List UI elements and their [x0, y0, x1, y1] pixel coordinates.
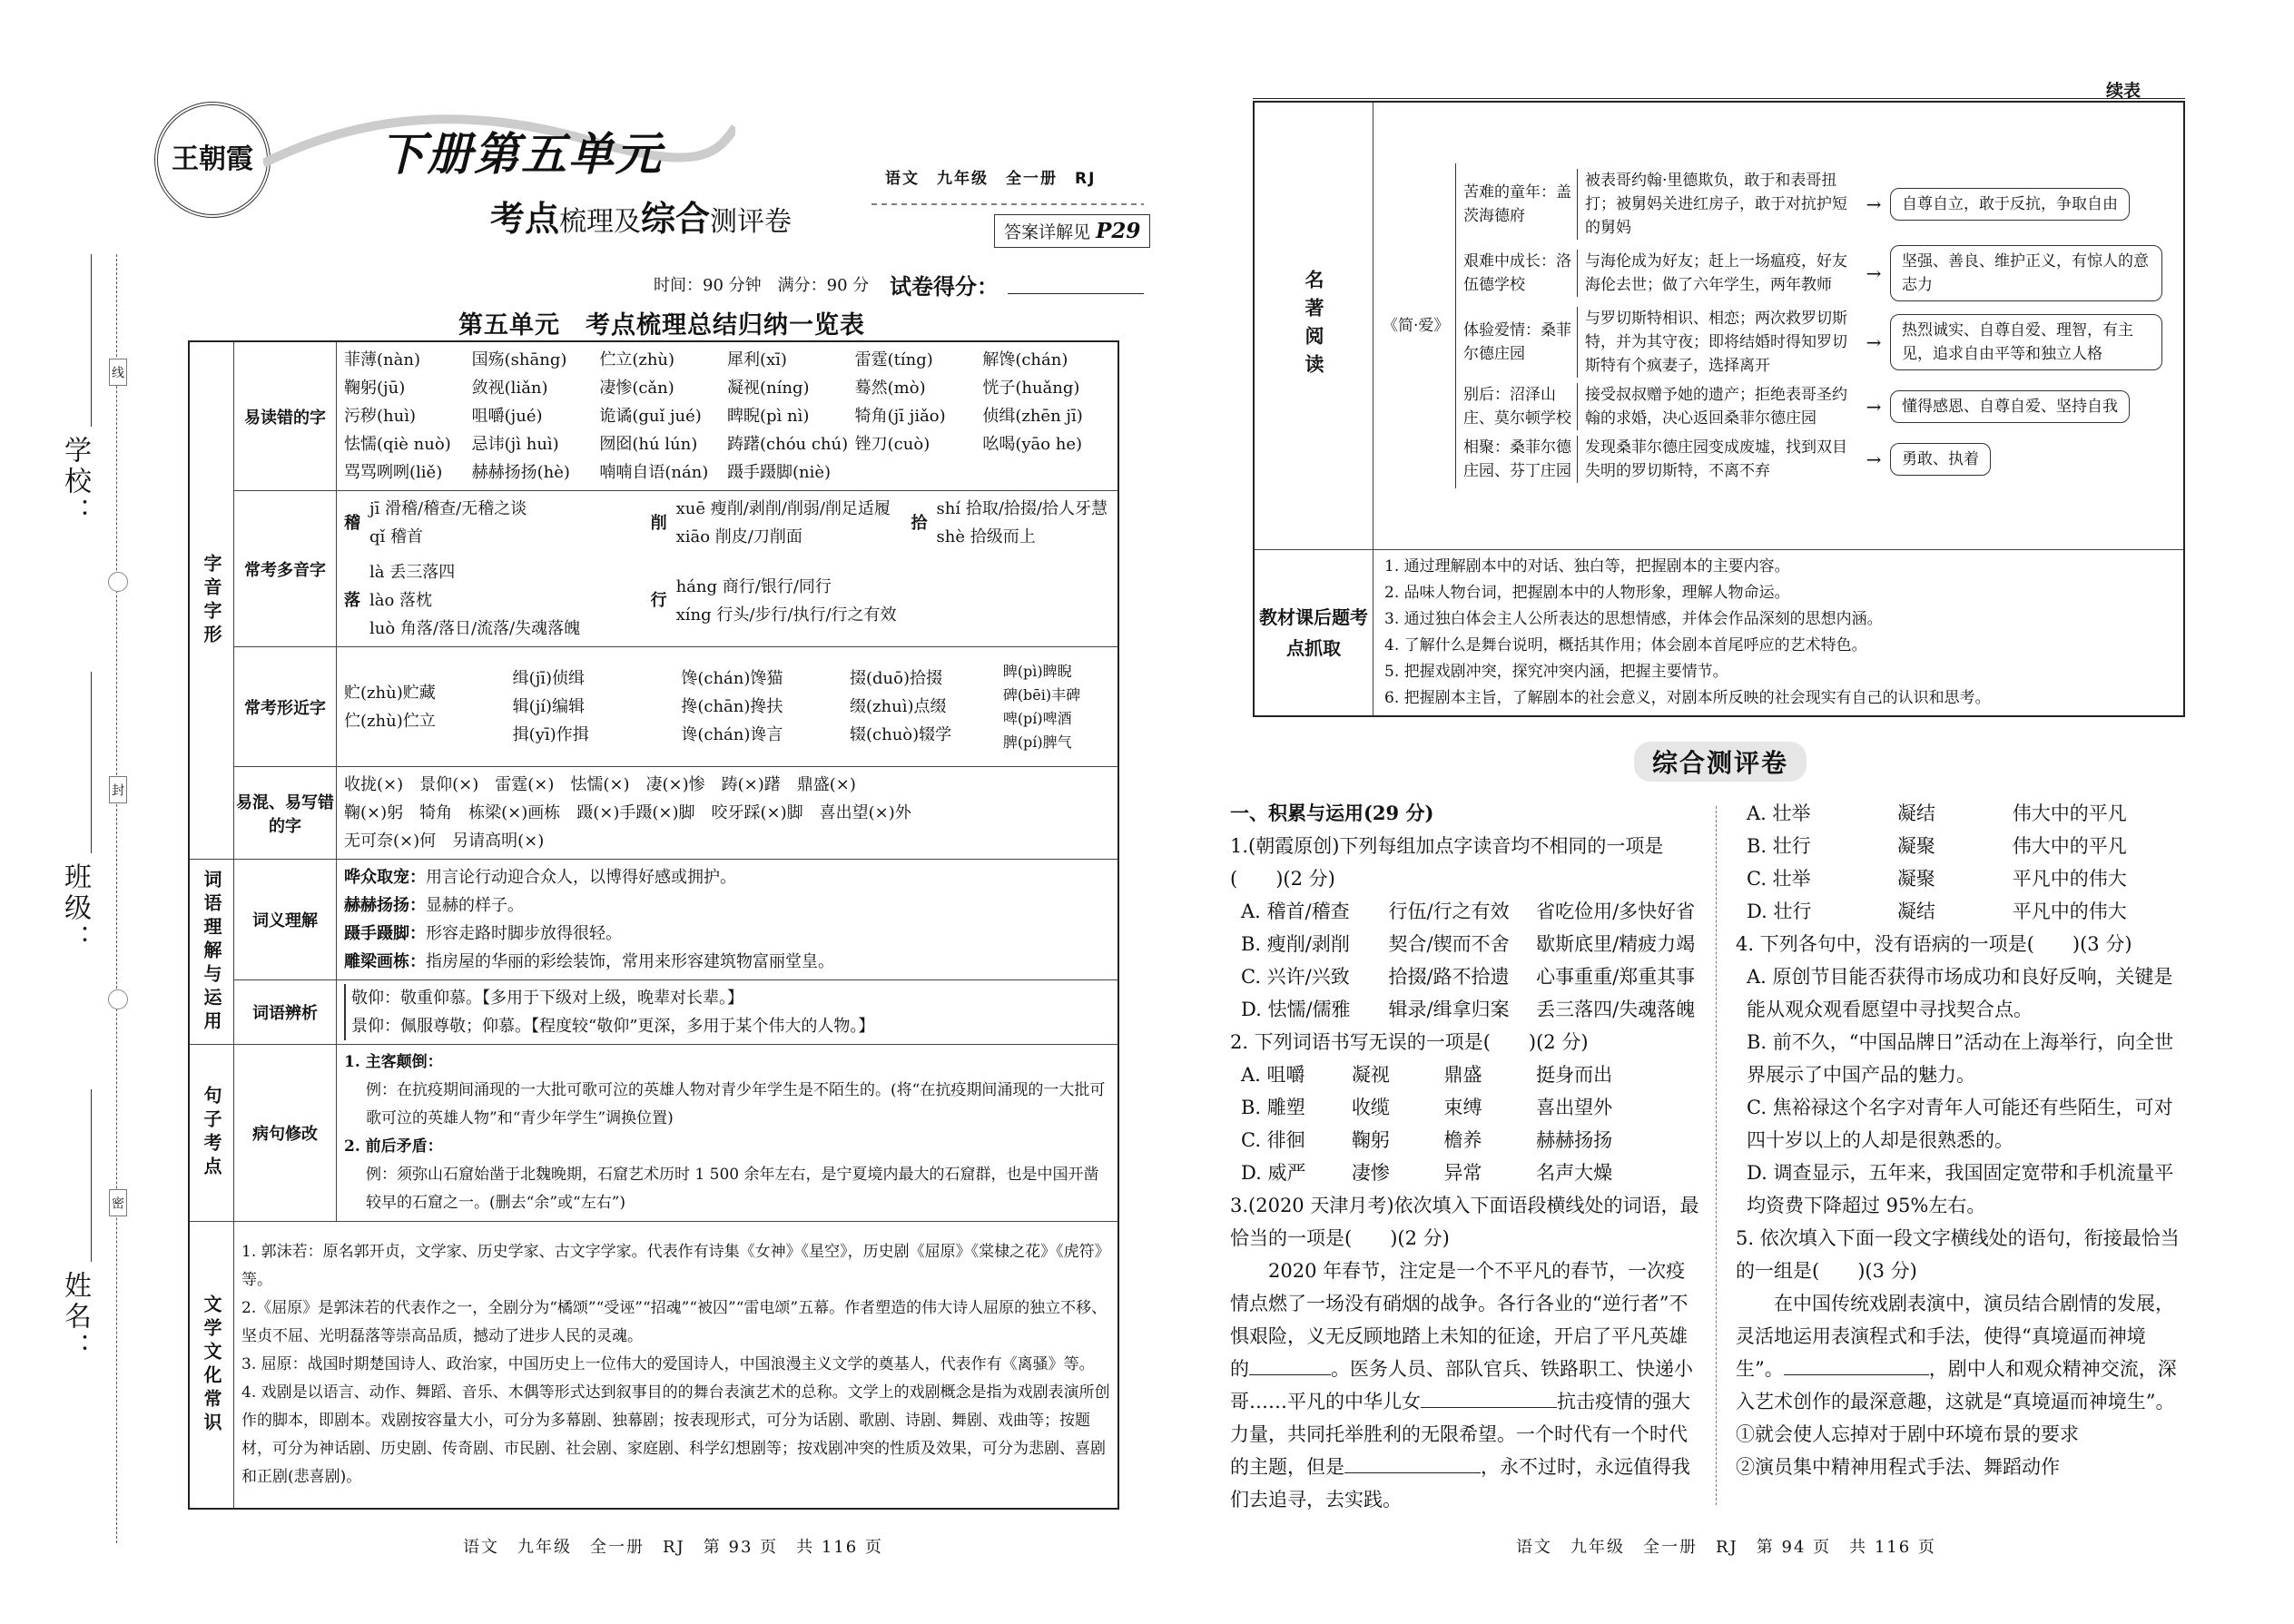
- answer-option[interactable]: [1736, 862, 2190, 895]
- sub-meaning: 词义理解: [234, 860, 337, 980]
- option-part: 凝聚: [1896, 835, 1935, 857]
- top-rule: [1253, 98, 2185, 99]
- question-5-option[interactable]: ②演员集中精神用程式手法、舞蹈动作: [1736, 1456, 2060, 1478]
- answer-option[interactable]: [1736, 830, 2190, 862]
- option-part: C. 徘徊: [1241, 1129, 1305, 1151]
- confusable-list: [337, 767, 1119, 860]
- misread-list: [337, 341, 1119, 491]
- literature-list: [234, 1222, 1119, 1510]
- misread-item: 蹑手蹑脚(niè): [727, 463, 832, 482]
- stage-trait: 勇敢、执着: [1890, 443, 1991, 476]
- stage-trait: 热烈诚实、自尊自爱、理智，有主见，追求自由平等和独立人格: [1890, 314, 2162, 370]
- meaning-item: 哗众取宠：用言论行动迎合众人，以博得好感或拥护。: [344, 868, 736, 887]
- meaning-item: 赫赫扬扬：显赫的样子。: [344, 896, 524, 915]
- name-label: 姓名：: [59, 1271, 91, 1363]
- name-blank[interactable]: [91, 1089, 92, 1262]
- answer-option[interactable]: [1230, 960, 1702, 993]
- point-item: 2. 品味人物台词，把握剧本中的人物形象，理解人物命运。: [1384, 583, 1790, 602]
- misread-item: 污秽(huì): [344, 407, 416, 426]
- stage-place: 体验爱情：桑菲尔德庄园: [1463, 320, 1571, 363]
- option-part: 檐养: [1443, 1129, 1482, 1151]
- answer-option[interactable]: [1230, 993, 1702, 1026]
- misread-item: 吆喝(yāo he): [982, 435, 1083, 454]
- option-part: 赫赫扬扬: [1536, 1129, 1613, 1151]
- answer-option[interactable]: [1230, 1091, 1702, 1124]
- misread-item: 敛视(liǎn): [471, 379, 548, 398]
- option-part: A. 稽首/稽查: [1241, 901, 1350, 922]
- error-example: 例：在抗疫期间涌现的一大批可歌可泣的英雄人物对青少年学生是不陌生的。(将“在抗疫期间涌现的一大批可歌可泣的英雄人物”和“青少年学生”调换位置): [366, 1081, 1106, 1127]
- polyphone-reading: xíng 行头/步行/执行/行之有效: [675, 605, 897, 625]
- arrow-right-icon: →: [1866, 395, 1882, 418]
- misread-item: 蓦然(mò): [854, 379, 926, 398]
- question-1: 1.(朝霞原创)下列每组加点字读音均不相同的一项是( )(2 分): [1230, 835, 1664, 890]
- school-label: 学校：: [59, 436, 91, 528]
- question-3-options: [1736, 797, 2190, 928]
- polyphone-char: 落: [344, 591, 360, 610]
- stage-trait: 懂得感恩、自尊自爱、坚持自我: [1890, 390, 2130, 423]
- similar-char: 辑(jí)编辑: [512, 697, 586, 716]
- similar-char: 揖(yī)作揖: [512, 725, 589, 744]
- option-part: 辑录/缉拿归案: [1388, 999, 1510, 1020]
- polyphone-reading: qǐ 稽首: [369, 527, 424, 546]
- polyphone-char: 行: [650, 591, 667, 610]
- confusable-line: 无可奈(×)何 另请高明(×): [344, 832, 545, 851]
- question-5-option[interactable]: ①就会使人忘掉对于剧中环境布景的要求: [1736, 1423, 2079, 1445]
- answer-option[interactable]: [1230, 1124, 1702, 1156]
- option-part: 凝聚: [1896, 868, 1935, 890]
- option-part: 契合/锲而不舍: [1388, 933, 1510, 955]
- binding-hole-icon: [108, 989, 128, 1009]
- cat-sentence: 句子考点: [189, 1045, 234, 1222]
- option-part: A. 咀嚼: [1241, 1064, 1305, 1086]
- question-5: 5. 依次填入下面一段文字横线处的语句，衔接最恰当的一组是( )(3 分): [1736, 1227, 2180, 1282]
- literature-item: 2.《屈原》是郭沫若的代表作之一，全剧分为“橘颂”“受诬”“招魂”“被囚”“雷电颂”五幕。作者塑造的伟大诗人屈原的独立不移、坚贞不屈、光明磊落等崇高品质，撼动了进步人民的灵魂。: [241, 1299, 1108, 1345]
- answer-option[interactable]: [1230, 1156, 1702, 1189]
- option-part: 凝结: [1896, 802, 1935, 824]
- polyphone-list: [337, 491, 1119, 647]
- question-4: 4. 下列各句中，没有语病的一项是( )(3 分): [1736, 933, 2132, 955]
- stage-place: 苦难的童年：盖茨海德府: [1463, 182, 1571, 225]
- option-part: 省吃俭用/多快好省: [1536, 901, 1696, 922]
- option-part: C. 壮举: [1747, 868, 1811, 890]
- stage-row: [1463, 383, 2174, 430]
- score-label: 试卷得分：: [890, 273, 999, 300]
- sheet-subtitle: 考点梳理及综合测评卷: [490, 198, 793, 239]
- test-column-left: [1230, 797, 1702, 1516]
- school-blank[interactable]: [91, 254, 92, 427]
- answer-option[interactable]: [1736, 895, 2190, 928]
- option-part: 凝视: [1351, 1064, 1390, 1086]
- section-heading: 一、积累与运用(29 分): [1230, 802, 1434, 824]
- misread-item: 怯懦(qiè nuò): [344, 435, 451, 454]
- similar-chars-list: [337, 647, 1119, 767]
- answer-blank[interactable]: [1344, 1472, 1399, 1473]
- stage-list: [1455, 163, 2174, 488]
- score-blank[interactable]: [1008, 293, 1144, 294]
- answer-option[interactable]: B. 前不久，“中国品牌日”活动在上海举行，向全世界展示了中国产品的魅力。: [1747, 1031, 2174, 1086]
- answer-option[interactable]: [1230, 895, 1702, 928]
- polyphone-reading: luò 角落/落日/流落/失魂落魄: [369, 619, 581, 638]
- textbook-points: [1373, 549, 2185, 716]
- cat-classic-reading: 名著阅读: [1254, 102, 1373, 549]
- similar-char: 缉(jī)侦缉: [512, 669, 586, 688]
- literature-item: 1. 郭沫若：原名郭开贞，文学家、历史学家、古文字学家。代表作有诗集《女神》《星空》，历史剧《屈原》《棠棣之花》《虎符》等。: [241, 1243, 1110, 1289]
- point-item: 3. 通过独白体会主人公所表达的思想情感，并体会作品深刻的思想内涵。: [1384, 609, 1883, 628]
- misread-item: 睥睨(pì nì): [727, 407, 810, 426]
- continued-table: [1253, 101, 2185, 717]
- stage-row: [1463, 169, 2174, 240]
- meaning-item: 雕梁画栋：指房屋的华丽的彩绘装饰，常用来形容建筑物富丽堂皇。: [344, 952, 834, 971]
- question-2-options: [1230, 1058, 1702, 1189]
- book-title: 《简·爱》: [1383, 316, 1450, 335]
- option-part: 凄惨: [1351, 1162, 1390, 1184]
- misread-item: 囫囵(hú lún): [599, 435, 698, 454]
- binding-dashed-line: [116, 254, 117, 1543]
- discrimination-list: [337, 980, 1119, 1045]
- publisher-logo: 王朝霞: [154, 102, 271, 218]
- test-column-right: [1736, 797, 2190, 1483]
- polyphone-char: 削: [650, 513, 667, 533]
- stage-event: 接受叔叔赠予她的遗产；拒绝表哥圣约翰的求婚，决心返回桑菲尔德庄园: [1577, 383, 1857, 430]
- misread-item: 菲薄(nàn): [344, 350, 420, 369]
- confusable-line: 收拢(×) 景仰(×) 雷霆(×) 怯懦(×) 凄(×)惨 踌(×)躇 鼎盛(×): [344, 775, 856, 794]
- stage-place: 别后：沼泽山庄、莫尔顿学校: [1463, 385, 1571, 428]
- sub-similar-chars: 常考形近字: [234, 647, 337, 767]
- stage-event: 与罗切斯特相识、相恋；两次救罗切斯特，并为其守夜；即将结婚时得知罗切斯特有个疯妻子，选择离开: [1577, 307, 1857, 378]
- sentence-fix-list: [337, 1045, 1119, 1222]
- answer-option[interactable]: D. 调查显示，五年来，我国固定宽带和手机流量平均资费下降超过 95%左右。: [1747, 1162, 2174, 1216]
- misread-item: 犀利(xī): [727, 350, 787, 369]
- option-part: 束缚: [1443, 1097, 1482, 1118]
- misread-item: 解馋(chán): [982, 350, 1068, 369]
- option-part: 行伍/行之有效: [1388, 901, 1510, 922]
- column-divider: [1716, 806, 1717, 1505]
- option-part: 平凡中的伟大: [2012, 901, 2127, 922]
- point-item: 6. 把握剧本主旨，了解剧本的社会意义，对剧本所反映的社会现实有自己的认识和思考。: [1384, 688, 1991, 707]
- seal-mark-seal: 封: [109, 776, 127, 803]
- stage-place: 艰难中成长：洛伍德学校: [1463, 251, 1571, 294]
- answer-blank[interactable]: [1399, 1472, 1481, 1473]
- class-label: 班级：: [59, 862, 91, 955]
- stage-place: 相聚：桑菲尔德庄园、芬丁庄园: [1463, 438, 1571, 480]
- similar-char: 碑(bēi)丰碑: [1002, 685, 1081, 704]
- unit-title: 下册第五单元: [379, 128, 663, 181]
- stage-event: 与海伦成为好友；赶上一场瘟疫，好友海伦去世；做了六年学生，两年教师: [1577, 250, 1857, 297]
- question-5-passage: 在中国传统戏剧表演中，演员结合剧情的发展，灵活地运用表演程式和手法，使得“真境逼而神境生”。 ，剧中人和观众精神交流，深入艺术创作的最深意趣，这就是“真境逼而神境生”。: [1736, 1293, 2177, 1412]
- misread-grid: [344, 346, 1110, 487]
- option-part: 收缆: [1351, 1097, 1390, 1118]
- polyphone-reading: shí 拾取/拾掇/拾人牙慧: [936, 499, 1108, 518]
- similar-char: 缀(zhuì)点缀: [850, 697, 947, 716]
- misread-item: 踌躇(chóu chú): [727, 435, 849, 454]
- polyphone-reading: háng 商行/银行/同行: [675, 576, 832, 596]
- similar-char: 睥(pì)睥睨: [1002, 662, 1072, 680]
- subject-tags: 语文 九年级 全一册 RJ: [885, 170, 1097, 188]
- meaning-list: [337, 860, 1119, 980]
- literature-item: 3. 屈原：战国时期楚国诗人、政治家，中国历史上一位伟大的爱国诗人，中国浪漫主义文学的奠基人，代表作有《离骚》等。: [241, 1355, 1095, 1373]
- question-3: 3.(2020 天津月考)依次填入下面语段横线处的词语，最恰当的一项是( )(2 分): [1230, 1195, 1699, 1249]
- error-type-heading: 2. 前后矛盾：: [344, 1137, 443, 1156]
- class-blank[interactable]: [91, 672, 92, 853]
- summary-table: [188, 340, 1119, 1510]
- misread-item: 雷霆(tíng): [854, 350, 933, 369]
- option-part: 喜出望外: [1536, 1097, 1613, 1118]
- option-part: A. 壮举: [1747, 802, 1811, 824]
- answer-reference: 答案详解见 P29: [994, 214, 1150, 248]
- stage-event: 发现桑菲尔德庄园变成废墟，找到双目失明的罗切斯特，不离不弃: [1577, 436, 1857, 483]
- answer-blank[interactable]: [1856, 1374, 1929, 1375]
- answer-option[interactable]: A. 原创节目能否获得市场成功和良好反响，关键是能从观众观看愿望中寻找契合点。: [1747, 966, 2173, 1020]
- summary-table-title: 第五单元 考点梳理总结归纳一览表: [458, 311, 865, 340]
- similar-char: 辍(chuò)辍学: [850, 725, 952, 744]
- similar-char: 馋(chán)馋猫: [681, 669, 783, 688]
- test-title: 综合测评卷: [1634, 742, 1807, 782]
- stage-row: [1463, 436, 2174, 483]
- option-part: 心事重重/郑重其事: [1536, 966, 1696, 988]
- stage-row: [1463, 307, 2174, 378]
- misread-item: 鞠躬(jū): [344, 379, 406, 398]
- similar-char: 脾(pí)脾气: [1002, 733, 1072, 751]
- error-example: 例：须弥山石窟始凿于北魏晚期，石窟艺术历时 1 500 余年左右，是宁夏境内最大的石窟群，也是中国开凿较早的石窟之一。(删去“余”或“左右”): [366, 1166, 1099, 1212]
- option-part: C. 兴许/兴致: [1241, 966, 1350, 988]
- stage-row: [1463, 245, 2174, 301]
- point-item: 4. 了解什么是舞台说明，概括其作用；体会剧本首尾呼应的艺术特色。: [1384, 635, 1867, 655]
- arrow-right-icon: →: [1866, 448, 1882, 470]
- polyphone-reading: lào 落枕: [369, 591, 433, 610]
- point-item: 1. 通过理解剧本中的对话、独白等，把握剧本的主要内容。: [1384, 556, 1790, 576]
- option-part: 异常: [1443, 1162, 1482, 1184]
- cat-vocabulary: 词语理解与运用: [189, 860, 234, 1045]
- option-part: B. 壮行: [1747, 835, 1811, 857]
- sub-discrimination: 词语辨析: [234, 980, 337, 1045]
- binding-hole-icon: [108, 572, 128, 592]
- option-part: 平凡中的伟大: [2012, 868, 2127, 890]
- similar-char: 掇(duō)拾掇: [850, 669, 943, 688]
- misread-item: 诡谲(guǐ jué): [599, 407, 702, 426]
- misread-item: 忌讳(jì huì): [471, 435, 559, 454]
- option-part: 丢三落四/失魂落魄: [1536, 999, 1696, 1020]
- misread-item: 锉刀(cuò): [854, 435, 930, 454]
- similar-char: 搀(chān)搀扶: [681, 697, 783, 716]
- option-part: 歇斯底里/精疲力竭: [1536, 933, 1696, 955]
- similar-char: 谗(chán)谗言: [681, 725, 783, 744]
- option-part: 鞠躬: [1351, 1129, 1390, 1151]
- misread-item: 凝视(níng): [727, 379, 810, 398]
- answer-option[interactable]: [1736, 797, 2190, 830]
- option-part: 挺身而出: [1536, 1064, 1613, 1086]
- question-4-options: [1736, 960, 2190, 1222]
- polyphone-reading: jī 滑稽/稽查/无稽之谈: [369, 499, 527, 518]
- polyphone-reading: xiāo 削皮/刀削面: [675, 527, 802, 546]
- cat-pronunciation: 字音字形: [189, 341, 234, 860]
- option-part: 凝结: [1896, 901, 1935, 922]
- classic-reading-cell: [1373, 102, 2185, 549]
- misread-item: 骂骂咧咧(liě): [344, 463, 443, 482]
- polyphone-reading: xuē 瘦削/剥削/削弱/削足适履: [675, 499, 891, 518]
- answer-blank[interactable]: [1249, 1374, 1331, 1375]
- arrow-right-icon: →: [1866, 261, 1882, 284]
- option-part: B. 雕塑: [1241, 1097, 1305, 1118]
- option-part: 伟大中的平凡: [2012, 835, 2127, 857]
- misread-item: 赫赫扬扬(hè): [471, 463, 570, 482]
- option-part: 鼎盛: [1443, 1064, 1482, 1086]
- option-part: 伟大中的平凡: [2012, 802, 2127, 824]
- discrimination-item: 敬仰：敬重仰慕。【多用于下级对上级，晚辈对长辈。】: [351, 989, 743, 1008]
- sub-misread: 易读错的字: [234, 341, 337, 491]
- error-type-heading: 1. 主客颠倒：: [344, 1053, 443, 1071]
- polyphone-char: 稽: [344, 513, 360, 533]
- option-part: 拾掇/路不拾遗: [1388, 966, 1510, 988]
- misread-item: 侦缉(zhēn jī): [982, 407, 1083, 426]
- answer-option[interactable]: C. 焦裕禄这个名字对青年人可能还有些陌生，可对四十岁以上的人却是很熟悉的。: [1747, 1097, 2173, 1151]
- question-2: 2. 下列词语书写无误的一项是( )(2 分): [1230, 1031, 1589, 1053]
- point-item: 5. 把握戏剧冲突，探究冲突内涵，把握主要情节。: [1384, 662, 1728, 681]
- sub-polyphone: 常考多音字: [234, 491, 337, 647]
- misread-item: 犄角(jī jiǎo): [854, 407, 946, 426]
- answer-blank[interactable]: [1784, 1374, 1856, 1375]
- option-part: D. 怯懦/儒雅: [1241, 999, 1351, 1020]
- question-3-passage: 2020 年春节，注定是一个不平凡的春节，一次疫情点燃了一场没有硝烟的战争。各行各业的“逆行者”不惧艰险，义无反顾地踏上未知的征途，开启了平凡英雄的 。医务人员、部队官兵、铁路职工、快递小哥……平凡的中华儿女 抗击疫情的强大力量，共同托举胜利的无限希望。一个时代有一个时代的主题，但是 ，永不过时，永远值得我们去追寻，去实践。: [1230, 1260, 1693, 1511]
- misread-item: 喃喃自语(nán): [599, 463, 709, 482]
- seal-mark-secret: 密: [109, 1189, 127, 1216]
- polyphone-reading: shè 拾级而上: [936, 527, 1036, 546]
- answer-option[interactable]: [1230, 1058, 1702, 1091]
- similar-char: 啤(pí)啤酒: [1002, 709, 1072, 727]
- cat-literature: 文学文化常识: [189, 1222, 234, 1510]
- header-dashed-rule: [871, 186, 1153, 213]
- misread-item: 国殇(shāng): [471, 350, 567, 369]
- confusable-line: 鞠(×)躬 犄角 栋梁(×)画栋 蹑(×)手蹑(×)脚 咬牙踩(×)脚 喜出望(×)外: [344, 803, 911, 822]
- polyphone-char: 拾: [911, 513, 928, 533]
- option-part: B. 瘦削/剥削: [1241, 933, 1350, 955]
- meaning-item: 蹑手蹑脚：形容走路时脚步放得很轻。: [344, 924, 622, 943]
- continued-label: 续表: [2106, 81, 2141, 101]
- misread-item: 咀嚼(jué): [471, 407, 543, 426]
- stage-event: 被表哥约翰·里德欺负，敢于和表哥扭打；被舅妈关进红房子，敢于对抗护短的舅妈: [1577, 169, 1857, 240]
- option-part: D. 威严: [1241, 1162, 1306, 1184]
- similar-char: 贮(zhù)贮藏: [344, 683, 436, 703]
- option-part: D. 壮行: [1747, 901, 1812, 922]
- arrow-right-icon: →: [1866, 330, 1882, 353]
- stage-trait: 坚强、善良、维护正义，有惊人的意志力: [1890, 245, 2162, 301]
- similar-char: 伫(zhù)伫立: [344, 711, 436, 731]
- answer-blank[interactable]: [1421, 1407, 1475, 1408]
- polyphone-reading: là 丢三落四: [369, 563, 456, 582]
- misread-item: 伫立(zhù): [599, 350, 675, 369]
- sub-confusable: 易混、易写错的字: [234, 767, 337, 860]
- misread-item: 凄惨(cǎn): [599, 379, 674, 398]
- cat-textbook-points: 教材课后题考点抓取: [1254, 549, 1373, 716]
- question-1-options: [1230, 895, 1702, 1026]
- option-part: 名声大燥: [1536, 1162, 1613, 1184]
- seal-mark-line: 线: [109, 359, 127, 386]
- discrimination-item: 景仰：佩服尊敬；仰慕。【程度较“敬仰”更深，多用于某个伟大的人物。】: [351, 1017, 875, 1036]
- stage-trait: 自尊自立，敢于反抗，争取自由: [1890, 188, 2130, 221]
- literature-item: 4. 戏剧是以语言、动作、舞蹈、音乐、木偶等形式达到叙事目的的舞台表演艺术的总称。文学上的戏剧概念是指为戏剧表演所创作的脚本，即剧本。戏剧按容量大小，可分为多幕剧、独幕剧；按表现形式，可分为话剧、歌剧、诗剧、舞剧、戏曲等；按题材，可分为神话剧、历史剧、传奇剧、市民剧、社会剧、家庭剧、科学幻想剧等；按戏剧冲突的性质及效果，可分为悲剧、喜剧和正剧(悲喜剧)。: [241, 1383, 1110, 1486]
- misread-item: 恍子(huǎng): [982, 379, 1080, 398]
- page-footer-right: 语文 九年级 全一册 RJ 第 94 页 共 116 页: [1516, 1538, 1936, 1557]
- time-score-info: 时间：90 分钟 满分：90 分: [654, 276, 870, 295]
- sub-sentence-fix: 病句修改: [234, 1045, 337, 1222]
- arrow-right-icon: →: [1866, 192, 1882, 215]
- answer-option[interactable]: [1230, 928, 1702, 960]
- page-footer-left: 语文 九年级 全一册 RJ 第 93 页 共 116 页: [463, 1538, 883, 1557]
- answer-blank[interactable]: [1475, 1407, 1557, 1408]
